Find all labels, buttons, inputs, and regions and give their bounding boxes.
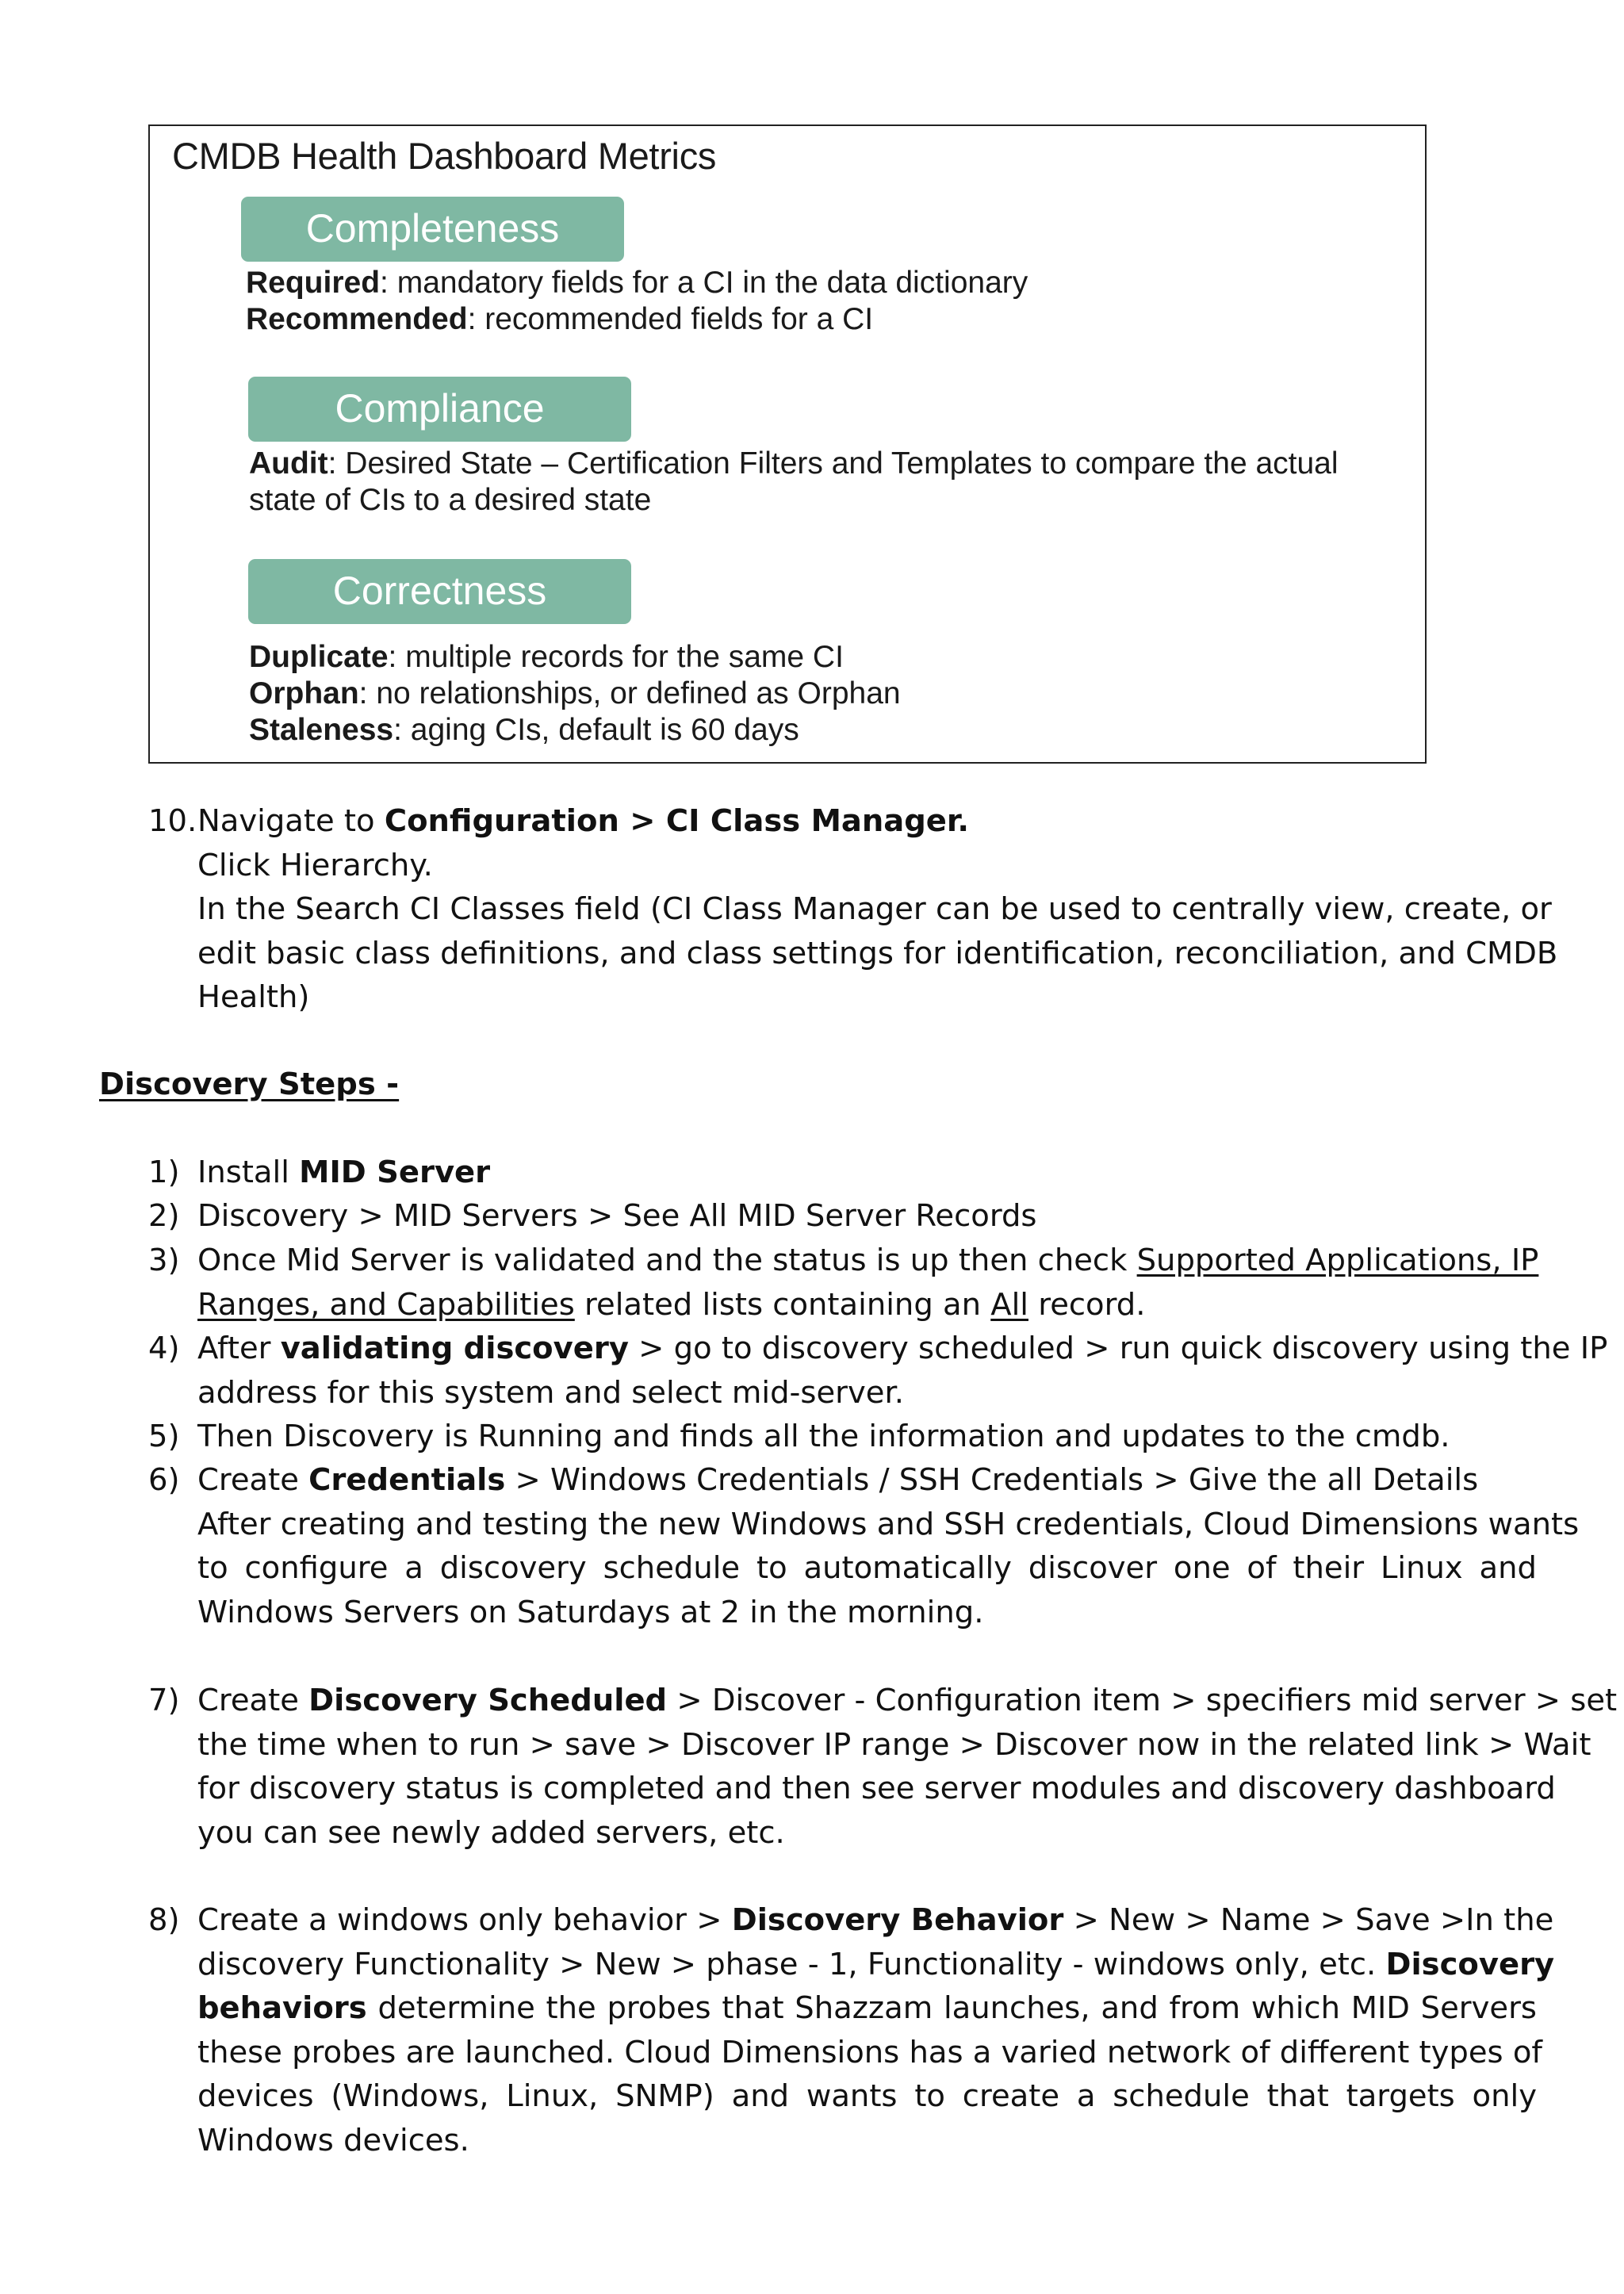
item8-text: Create a windows only behavior > Discovery Behavior > New > Name > Save >In the discovery Functionality > New > phase - 1, Functionality - windows only, etc. Discovery behaviors determine the probes that Shazzam launches, and from which MID Servers these probes are launched. Cloud Dimensions has a varied network of different types of devices (Windows, Linux, SNMP) and wants to create a schedule that targets only Windows devices. (197, 1902, 1555, 2158)
completeness-required: Required: mandatory fields for a CI in the data dictionary (246, 266, 1028, 300)
step10-body: Navigate to Configuration > CI Class Manager. Click Hierarchy. In the Search CI Classes field (CI Class Manager can be used to centrally view, create, or edit basic class definitions, and class settings for identification, reconciliation, and CMDB Health) (197, 803, 1558, 1015)
item3-number: 3) (148, 1243, 180, 1278)
item5-text: Then Discovery is Running and finds all the information and updates to the cmdb. (197, 1419, 1450, 1454)
item3-text: Once Mid Server is validated and the status is up then check Supported Applications, IP Ranges, and Capabilities related lists containing an All record. (197, 1243, 1539, 1323)
correctness-staleness: Staleness: aging CIs, default is 60 days (249, 713, 799, 747)
item6-number: 6) (148, 1462, 180, 1498)
item6-text: Create Credentials > Windows Credentials / SSH Credentials > Give the all Details After creating and testing the new Windows and SSH credentials, Cloud Dimensions wants to configure a discovery schedule to automatically discover one of their Linux and Windows Servers on Saturdays at 2 in the morning. (197, 1462, 1580, 1630)
item2-number: 2) (148, 1198, 180, 1234)
item4-text: After validating discovery > go to discovery scheduled > run quick discovery using the IP address for this system and select mid-server. (197, 1331, 1608, 1411)
item7-text: Create Discovery Scheduled > Discover - Configuration item > specifiers mid server > set the time when to run > save > Discover IP range > Discover now in the related link > Wait for discovery status is completed and then see server modules and discovery dashboard you can see newly added servers, etc. (197, 1683, 1618, 1851)
discovery-heading: Discovery Steps - (99, 1067, 400, 1102)
item7-number: 7) (148, 1683, 180, 1718)
item8-number: 8) (148, 1902, 180, 1938)
correctness-orphan: Orphan: no relationships, or defined as Orphan (249, 676, 901, 710)
item1-text: Install MID Server (197, 1155, 491, 1190)
correctness-pill: Correctness (248, 559, 631, 624)
item1-number: 1) (148, 1155, 180, 1190)
compliance-audit: Audit: Desired State – Certification Filters and Templates to compare the actual (249, 446, 1339, 481)
item5-number: 5) (148, 1419, 180, 1454)
completeness-pill: Completeness (241, 197, 624, 262)
cmdb-health-figure (148, 124, 1427, 764)
compliance-pill: Compliance (248, 377, 631, 442)
completeness-recommended: Recommended: recommended fields for a CI (246, 302, 874, 336)
item2-text: Discovery > MID Servers > See All MID Server Records (197, 1198, 1037, 1234)
item4-number: 4) (148, 1331, 180, 1366)
correctness-duplicate: Duplicate: multiple records for the same CI (249, 640, 844, 674)
compliance-audit-cont: state of CIs to a desired state (249, 483, 652, 517)
step10-number: 10. (148, 803, 197, 839)
figure-title: CMDB Health Dashboard Metrics (172, 135, 717, 177)
